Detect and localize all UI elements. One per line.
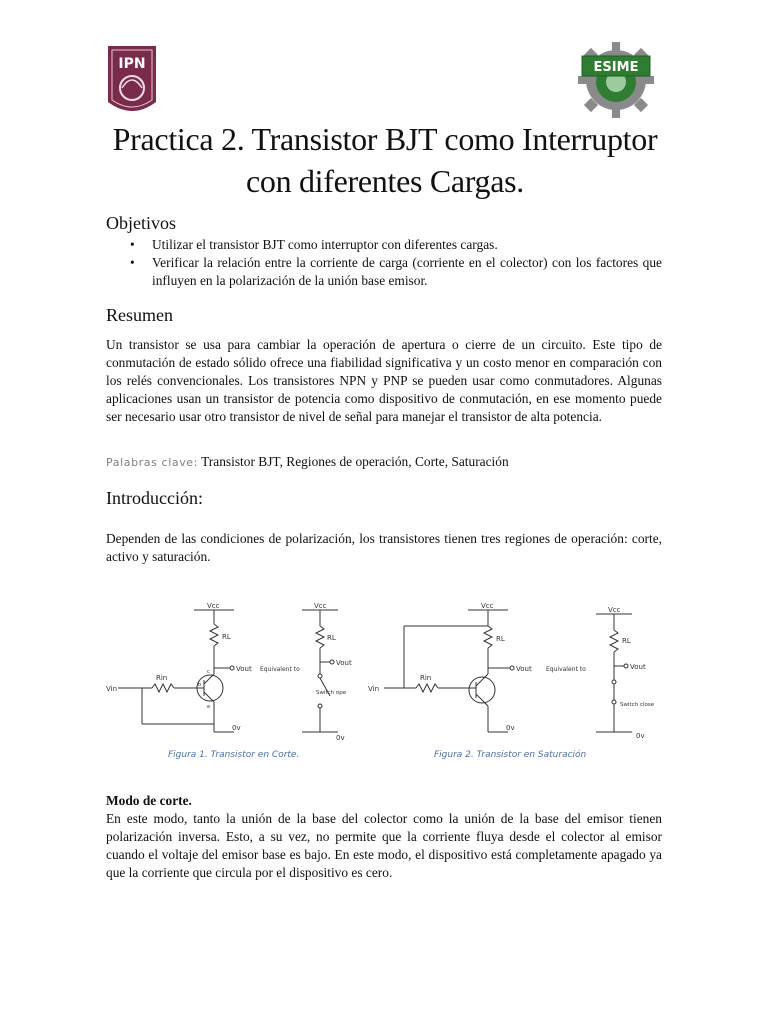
label-vout: Vout — [336, 659, 352, 667]
esime-logo — [576, 40, 656, 120]
label-vcc: Vcc — [481, 602, 494, 610]
label-0v: 0v — [336, 734, 345, 742]
label-rl: RL — [622, 637, 631, 645]
label-c: c — [207, 669, 210, 675]
label-0v: 0v — [232, 724, 241, 732]
label-vin: Vin — [106, 685, 118, 693]
label-rl: RL — [222, 633, 231, 641]
label-rl: RL — [327, 634, 336, 642]
summary-heading: Resumen — [106, 305, 173, 325]
cut-mode-heading: Modo de corte. — [106, 793, 192, 808]
objectives-list — [106, 236, 662, 290]
label-vout: Vout — [516, 665, 532, 673]
objectives-heading: Objetivos — [106, 213, 176, 233]
label-b: b — [198, 682, 202, 688]
label-switch-open: Switch ope — [316, 690, 347, 696]
label-vin: Vin — [368, 685, 380, 693]
ipn-logo-text: IPN — [118, 56, 146, 72]
circuit-figures — [104, 600, 664, 750]
keywords-text: Transistor BJT, Regiones de operación, Corte, Saturación — [201, 454, 509, 469]
label-vcc: Vcc — [207, 602, 220, 610]
keywords-label: Palabras clave: — [106, 456, 198, 469]
label-vcc: Vcc — [314, 602, 327, 610]
document-title: Practica 2. Transistor BJT como Interruptor con diferentes Cargas. — [112, 121, 658, 199]
label-vcc: Vcc — [608, 606, 621, 614]
introduction-heading: Introducción: — [106, 488, 203, 508]
figure-1-caption: Figura 1. Transistor en Corte. — [168, 750, 300, 760]
keywords-line — [106, 454, 509, 470]
introduction-text: Dependen de las condiciones de polarización, los transistores tienen tres regiones de operación: corte, activo y saturación. — [106, 531, 662, 564]
label-0v: 0v — [506, 724, 515, 732]
label-equivalent: Equivalent to — [260, 666, 300, 673]
label-e: e — [207, 704, 211, 710]
label-switch-closed: Switch close — [620, 702, 655, 708]
figure-2-caption: Figura 2. Transistor en Saturación — [434, 750, 587, 760]
label-equivalent: Equivalent to — [546, 666, 586, 673]
label-vout: Vout — [630, 663, 646, 671]
label-rin: Rin — [156, 674, 168, 682]
objective-item: • Verificar la relación entre la corriente de carga (corriente en el colector) con los factores que influyen en la polarización de la unión base emisor. — [106, 254, 662, 290]
summary-text: Un transistor se usa para cambiar la operación de apertura o cierre de un circuito. Este tipo de conmutación de estado sólido ofrece una fiabilidad significativa y un costo menor en comparación con los relés convencionales. Los transistores NPN y PNP se pueden usar como conmutadores. Algunas aplicaciones usan un transistor de potencia como dispositivo de conmutación, en ese momento puede ser necesario usar otro transistor de nivel de señal para manejar el transistor de alta potencia. — [106, 337, 662, 424]
label-vout: Vout — [236, 665, 252, 673]
objective-item: • Utilizar el transistor BJT como interruptor con diferentes cargas. — [106, 236, 662, 254]
esime-logo-text: ESIME — [593, 60, 639, 75]
cut-mode-text: En este modo, tanto la unión de la base del colector como la unión de la base del emisor tienen polarización inversa. Esto, a su vez, no permite que la corriente fluya desde el colector al emisor cuando el voltaje del emisor base es bajo. En este modo, el dispositivo está completamente apagado ya que la corriente que circula por el dispositivo es cero. — [106, 811, 662, 880]
label-rin: Rin — [420, 674, 432, 682]
label-rl: RL — [496, 635, 505, 643]
label-0v: 0v — [636, 732, 645, 740]
ipn-logo — [104, 42, 160, 120]
